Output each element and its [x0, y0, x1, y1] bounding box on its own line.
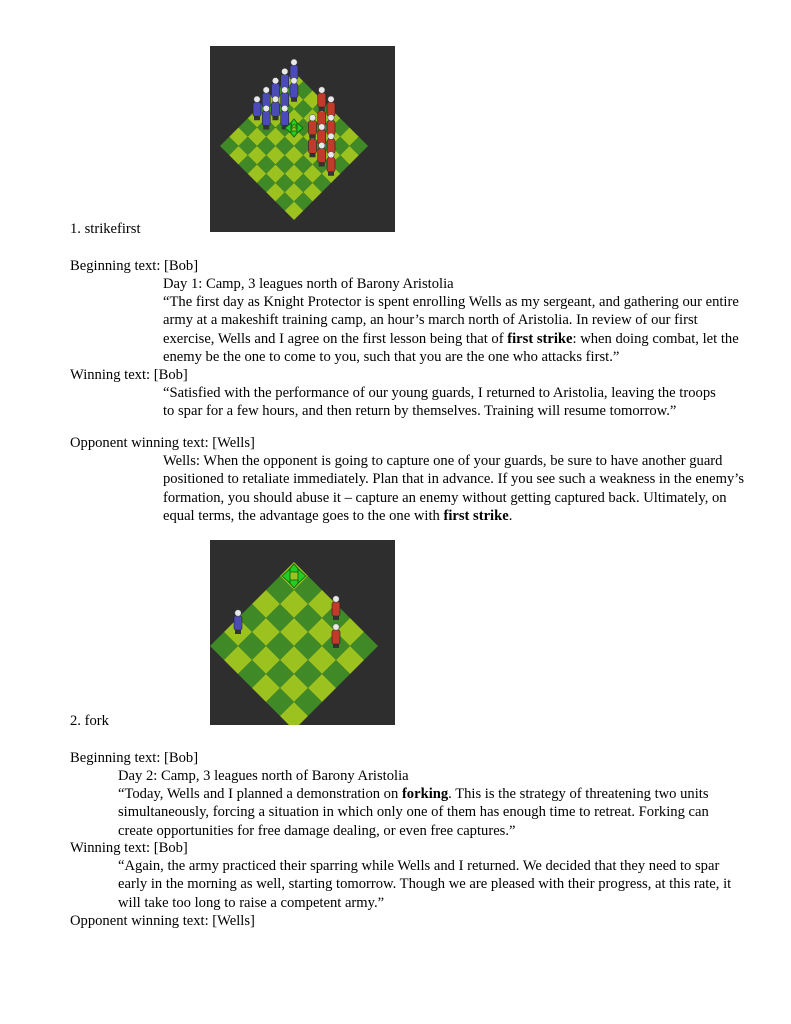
beginning-label: Beginning text: [Bob] [70, 750, 199, 766]
red-guard-unit [332, 624, 340, 648]
bold-term: forking [401, 786, 449, 802]
beginning-heading: Day 1: Camp, 3 leagues north of Barony Aristolia [163, 276, 454, 292]
red-guard-unit [327, 152, 335, 176]
beginning-paragraph: “Today, Wells and I planned a demonstration on forking. This is the strategy of threatening two units simultaneously, forcing a situation in which only one of them has enough time to retreat. Forking can create opportunities for free damage dealing, or even free captures.” [118, 786, 709, 839]
winning-paragraph: “Again, the army practiced their sparring while Wells and I returned. We decided that they need to spar early in the morning as well, starting tomorrow. Though we are pleased with their progress, at this rate, it will take too long to raise a competent army.” [118, 858, 732, 911]
level-title-fork: 2. fork [70, 713, 109, 729]
beginning-paragraph: “The first day as Knight Protector is spent enrolling Wells as my sergeant, and gathering our entire army at a makeshift training camp, an hour’s march north of Aristolia. In review of our first exercise, Wells and I agree on the first lesson being that of first strike: when doing combat, let the enemy be the one to come to you, such that you are the one who attacks first.” [163, 294, 739, 365]
bold-term: first strike [507, 330, 573, 347]
blue-guard-unit [253, 96, 261, 120]
red-guard-unit [332, 596, 340, 620]
winning-label: Winning text: [Bob] [70, 367, 188, 383]
board-image-fork [210, 540, 395, 725]
opponent-winning-label: Opponent winning text: [Wells] [70, 435, 255, 451]
beginning-heading: Day 2: Camp, 3 leagues north of Barony Aristolia [118, 768, 409, 784]
winning-paragraph: “Satisfied with the performance of our young guards, I returned to Aristolia, leaving the troops to spar for a few hours, and then return by themselves. Training will resume tomorrow.” [163, 385, 716, 420]
board-image-strikefirst [210, 46, 395, 232]
bold-term: first strike [443, 507, 509, 524]
level-title-strikefirst: 1. strikefirst [70, 221, 141, 237]
blue-guard-unit [234, 610, 242, 634]
red-guard-unit [309, 115, 317, 139]
red-guard-unit [318, 142, 326, 166]
beginning-label: Beginning text: [Bob] [70, 258, 199, 274]
opponent-winning-label: Opponent winning text: [Wells] [70, 913, 255, 929]
opponent-winning-paragraph: Wells: When the opponent is going to capture one of your guards, be sure to have another guard positioned to retaliate immediately. Plan that in advance. If you see such a weakness in the enemy’s formation, you should abuse it – capture an enemy without getting captured back. Ultimately, on equal terms, the advantage goes to the one with first strike. [163, 453, 745, 524]
blue-guard-unit [262, 105, 270, 129]
blue-guard-unit [290, 78, 298, 102]
blue-guard-unit [272, 96, 280, 120]
red-guard-unit [318, 87, 326, 111]
winning-label: Winning text: [Bob] [70, 840, 188, 856]
